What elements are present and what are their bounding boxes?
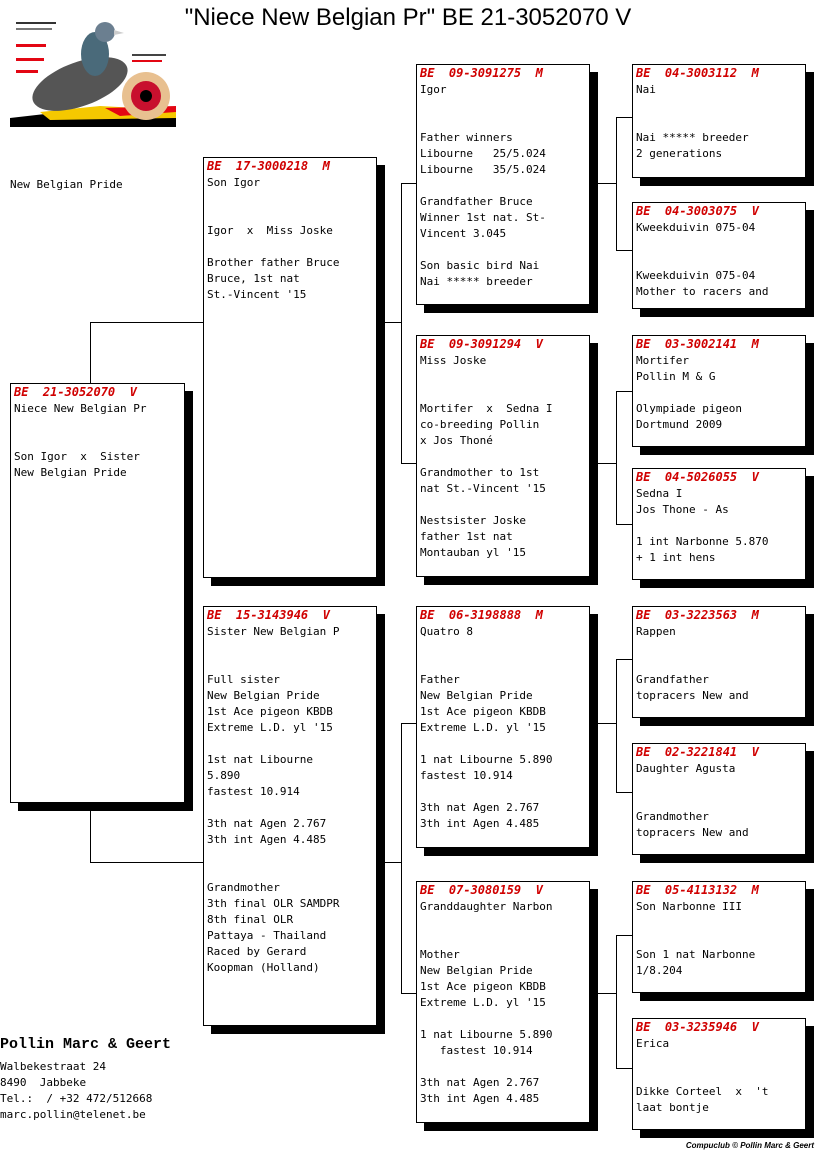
pedigree-text-line: x Jos Thoné <box>420 434 493 447</box>
pedigree-text-line <box>417 369 589 385</box>
pedigree-text-line: Mother to racers and <box>636 285 769 298</box>
connector <box>616 117 632 118</box>
pedigree-text-line: fastest 10.914 <box>207 785 300 798</box>
connector <box>598 463 616 464</box>
pedigree-text-line <box>417 178 589 194</box>
pedigree-text-line: Extreme L.D. yl '15 <box>420 721 546 734</box>
ring-number: BE 07-3080159 V <box>420 883 543 897</box>
connector <box>616 391 632 392</box>
pedigree-text-line: Nai ***** breeder <box>636 131 749 144</box>
ring-number: BE 09-3091294 V <box>420 337 543 351</box>
connector <box>616 391 617 525</box>
pedigree-text-line: Rappen <box>636 625 676 638</box>
connector <box>616 1068 632 1069</box>
pedigree-card-sire-dam <box>416 335 590 577</box>
pedigree-text-line: topracers New and <box>636 689 749 702</box>
pedigree-text-line <box>633 1052 805 1068</box>
pedigree-text-line: Mortifer <box>636 354 689 367</box>
owner-address-line: 8490 Jabbeke <box>0 1076 87 1089</box>
pedigree-text-line <box>633 793 805 809</box>
pedigree-text-line: Libourne 35/5.024 <box>420 163 546 176</box>
pedigree-text-line <box>204 848 376 864</box>
pedigree-text-line: Son basic bird Nai <box>420 259 540 272</box>
connector <box>90 862 204 863</box>
ring-number: BE 04-3003075 V <box>636 204 759 218</box>
pedigree-text-line: Mortifer x Sedna I <box>420 402 553 415</box>
owner-email[interactable]: marc.pollin@telenet.be <box>0 1108 146 1121</box>
pedigree-text-line <box>417 385 589 401</box>
pedigree-text-line <box>417 931 589 947</box>
pedigree-text-line: co-breeding Pollin <box>420 418 540 431</box>
connector <box>90 322 204 323</box>
ring-number: BE 06-3198888 M <box>420 608 543 622</box>
pedigree-text-line: Full sister <box>207 673 280 686</box>
pedigree-text-line <box>417 915 589 931</box>
pedigree-text-line: 1 nat Libourne 5.890 <box>420 753 553 766</box>
pedigree-card-dam-dam-dam <box>632 1018 806 1130</box>
pedigree-text-line: Sedna I <box>636 487 683 500</box>
connector <box>90 802 91 863</box>
pedigree-text-line <box>417 784 589 800</box>
page-title: "Niece New Belgian Pr" BE 21-3052070 V <box>184 4 632 31</box>
pedigree-text-line: Vincent 3.045 <box>420 227 507 240</box>
connector <box>401 463 416 464</box>
pedigree-text-line <box>633 518 805 534</box>
pedigree-text-line: Grandmother <box>207 881 280 894</box>
pigeon-logo <box>10 14 176 127</box>
pedigree-card-sire-sire <box>416 64 590 305</box>
connector <box>90 322 91 384</box>
pedigree-text-line: Father <box>420 673 460 686</box>
pedigree-text-line: Mother <box>420 948 460 961</box>
pedigree-text-line <box>417 449 589 465</box>
owner-phone: Tel.: / +32 472/512668 <box>0 1092 153 1105</box>
pedigree-text-line <box>204 656 376 672</box>
connector <box>616 524 632 525</box>
ring-number: BE 05-4113132 M <box>636 883 759 897</box>
pedigree-text-line <box>417 242 589 258</box>
pedigree-text-line <box>633 915 805 931</box>
pedigree-text-line <box>633 1068 805 1084</box>
connector <box>598 183 616 184</box>
pedigree-text-line: Daughter Agusta <box>636 762 736 775</box>
pedigree-text-line: Jos Thone - As <box>636 503 729 516</box>
connector <box>616 659 617 793</box>
ring-number: BE 02-3221841 V <box>636 745 759 759</box>
pedigree-text-line: father 1st nat <box>420 530 513 543</box>
pedigree-text-line: New Belgian Pride <box>207 689 320 702</box>
pedigree-card-dam-sire-sire <box>632 606 806 718</box>
pedigree-text-line: 2 generations <box>636 147 723 160</box>
connector <box>616 250 632 251</box>
pedigree-text-line: Son Narbonne III <box>636 900 742 913</box>
pedigree-card-sire-sire-dam <box>632 202 806 309</box>
pedigree-text-line <box>633 98 805 114</box>
ring-number: BE 15-3143946 V <box>207 608 330 622</box>
ring-number: BE 04-3003112 M <box>636 66 759 80</box>
owner-name: Pollin Marc & Geert <box>0 1036 172 1053</box>
pedigree-text-line: Brother father Bruce <box>207 256 340 269</box>
pedigree-text-line <box>633 385 805 401</box>
pedigree-card-dam-dam-sire <box>632 881 806 993</box>
pedigree-text-line: nat St.-Vincent '15 <box>420 482 546 495</box>
pedigree-text-line: Nestsister Joske <box>420 514 526 527</box>
pedigree-text-line <box>417 1059 589 1075</box>
ring-number: BE 03-3002141 M <box>636 337 759 351</box>
connector <box>401 183 402 464</box>
pedigree-text-line: 1 nat Libourne 5.890 <box>420 1028 553 1041</box>
pedigree-text-line: 3th final OLR SAMDPR <box>207 897 340 910</box>
pedigree-text-line: 3th nat Agen 2.767 <box>420 801 540 814</box>
footer-credit: Compuclub © Pollin Marc & Geert <box>685 1141 814 1150</box>
pedigree-text-line: Erica <box>636 1037 670 1050</box>
pedigree-text-line: Igor x Miss Joske <box>207 224 333 237</box>
pedigree-text-line: Sister New Belgian P <box>207 625 340 638</box>
pedigree-text-line: 3th int Agen 4.485 <box>207 833 327 846</box>
connector <box>401 183 416 184</box>
pedigree-text-line <box>633 114 805 130</box>
pedigree-text-line: Grandmother to 1st <box>420 466 540 479</box>
connector <box>385 862 401 863</box>
pedigree-text-line: 1/8.204 <box>636 964 683 977</box>
connector <box>598 723 616 724</box>
pedigree-card-sire-dam-sire <box>632 335 806 447</box>
connector <box>616 659 632 660</box>
pedigree-text-line: Grandfather Bruce <box>420 195 533 208</box>
pedigree-text-line: Bruce, 1st nat <box>207 272 300 285</box>
pedigree-text-line <box>417 98 589 114</box>
pedigree-text-line <box>417 640 589 656</box>
pedigree-text-line <box>11 417 184 433</box>
pedigree-text-line: Kweekduivin 075-04 <box>636 221 756 234</box>
connector <box>401 723 402 994</box>
owner-address-line: Walbekestraat 24 <box>0 1060 106 1073</box>
pedigree-text-line: Kweekduivin 075-04 <box>636 269 756 282</box>
pedigree-text-line: New Belgian Pride <box>14 466 127 479</box>
pedigree-text-line <box>633 640 805 656</box>
pedigree-text-line: New Belgian Pride <box>420 964 533 977</box>
connector <box>401 723 416 724</box>
pedigree-text-line: Dortmund 2009 <box>636 418 723 431</box>
pedigree-text-line <box>633 236 805 252</box>
pedigree-text-line: Grandfather <box>636 673 709 686</box>
pedigree-text-line: Libourne 25/5.024 <box>420 147 546 160</box>
pedigree-text-line: 1st Ace pigeon KBDB <box>207 705 333 718</box>
ring-number: BE 17-3000218 M <box>207 159 330 173</box>
pedigree-text-line <box>417 1011 589 1027</box>
pedigree-text-line: + 1 int hens <box>636 551 716 564</box>
pedigree-text-line: 3th nat Agen 2.767 <box>420 1076 540 1089</box>
pedigree-text-line: Son Igor <box>207 176 260 189</box>
pedigree-text-line: Olympiade pigeon <box>636 402 742 415</box>
ring-number: BE 03-3223563 M <box>636 608 759 622</box>
ring-number: BE 09-3091275 M <box>420 66 543 80</box>
pedigree-text-line <box>633 931 805 947</box>
ring-number: BE 21-3052070 V <box>14 385 137 399</box>
pedigree-card-dam-dam <box>416 881 590 1123</box>
pedigree-text-line: fastest 10.914 <box>420 1044 533 1057</box>
pedigree-text-line: Montauban yl '15 <box>420 546 526 559</box>
ring-number: BE 04-5026055 V <box>636 470 759 484</box>
pedigree-text-line <box>417 656 589 672</box>
pedigree-text-line <box>417 114 589 130</box>
pedigree-text-line: Quatro 8 <box>420 625 473 638</box>
pedigree-text-line: Koopman (Holland) <box>207 961 320 974</box>
pedigree-text-line: 3th int Agen 4.485 <box>420 817 540 830</box>
pedigree-text-line <box>204 207 376 223</box>
pedigree-text-line: Extreme L.D. yl '15 <box>420 996 546 1009</box>
owner-block <box>0 1036 171 1123</box>
pedigree-text-line <box>417 497 589 513</box>
pedigree-text-line <box>633 252 805 268</box>
pedigree-text-line <box>204 640 376 656</box>
pedigree-text-line: Nai <box>636 83 656 96</box>
pedigree-text-line: Son Igor x Sister <box>14 450 140 463</box>
connector <box>401 993 416 994</box>
pedigree-card-subject <box>10 383 185 803</box>
pedigree-text-line: Winner 1st nat. St- <box>420 211 546 224</box>
connector <box>598 993 616 994</box>
ring-number: BE 03-3235946 V <box>636 1020 759 1034</box>
pedigree-text-line: Igor <box>420 83 447 96</box>
pedigree-text-line: Extreme L.D. yl '15 <box>207 721 333 734</box>
pedigree-text-line: 3th nat Agen 2.767 <box>207 817 327 830</box>
pedigree-text-line <box>633 656 805 672</box>
pedigree-text-line: topracers New and <box>636 826 749 839</box>
pedigree-text-line <box>204 239 376 255</box>
pedigree-text-line: St.-Vincent '15 <box>207 288 307 301</box>
connector <box>616 935 617 1069</box>
pedigree-text-line <box>204 864 376 880</box>
pedigree-text-line: 1st nat Libourne <box>207 753 313 766</box>
pedigree-text-line: laat bontje <box>636 1101 709 1114</box>
connector <box>616 117 617 251</box>
pedigree-text-line: 3th int Agen 4.485 <box>420 1092 540 1105</box>
connector <box>616 792 632 793</box>
pedigree-card-dam-sire-dam <box>632 743 806 855</box>
pedigree-text-line: 1 int Narbonne 5.870 <box>636 535 769 548</box>
pedigree-text-line: New Belgian Pride <box>420 689 533 702</box>
connector <box>616 935 632 936</box>
pedigree-card-sire-sire-sire <box>632 64 806 178</box>
pedigree-text-line: Father winners <box>420 131 513 144</box>
pedigree-card-dam-sire <box>416 606 590 848</box>
pedigree-card-sire-dam-dam <box>632 468 806 580</box>
pedigree-text-line: Nai ***** breeder <box>420 275 533 288</box>
pedigree-text-line: Son 1 nat Narbonne <box>636 948 756 961</box>
pedigree-text-line: 5.890 <box>207 769 241 782</box>
pedigree-text-line <box>204 191 376 207</box>
pedigree-text-line: Pattaya - Thailand <box>207 929 327 942</box>
connector <box>385 322 401 323</box>
pedigree-text-line: Grandmother <box>636 810 709 823</box>
pedigree-text-line: 1st Ace pigeon KBDB <box>420 705 546 718</box>
pedigree-text-line: Pollin M & G <box>636 370 716 383</box>
pedigree-text-line: fastest 10.914 <box>420 769 513 782</box>
pedigree-text-line <box>417 736 589 752</box>
pedigree-text-line <box>633 777 805 793</box>
pedigree-text-line: Granddaughter Narbon <box>420 900 553 913</box>
pedigree-text-line: Dikke Corteel x 't <box>636 1085 769 1098</box>
pedigree-text-line <box>11 433 184 449</box>
pedigree-text-line: Raced by Gerard <box>207 945 307 958</box>
pedigree-text-line: Niece New Belgian Pr <box>14 402 147 415</box>
pedigree-text-line <box>204 800 376 816</box>
left-text: New Belgian Pride <box>10 178 123 191</box>
pedigree-card-sire <box>203 157 377 578</box>
pedigree-card-dam <box>203 606 377 1026</box>
pedigree-text-line <box>204 736 376 752</box>
pedigree-text-line: 8th final OLR <box>207 913 294 926</box>
pedigree-text-line: 1st Ace pigeon KBDB <box>420 980 546 993</box>
pedigree-text-line: Miss Joske <box>420 354 487 367</box>
